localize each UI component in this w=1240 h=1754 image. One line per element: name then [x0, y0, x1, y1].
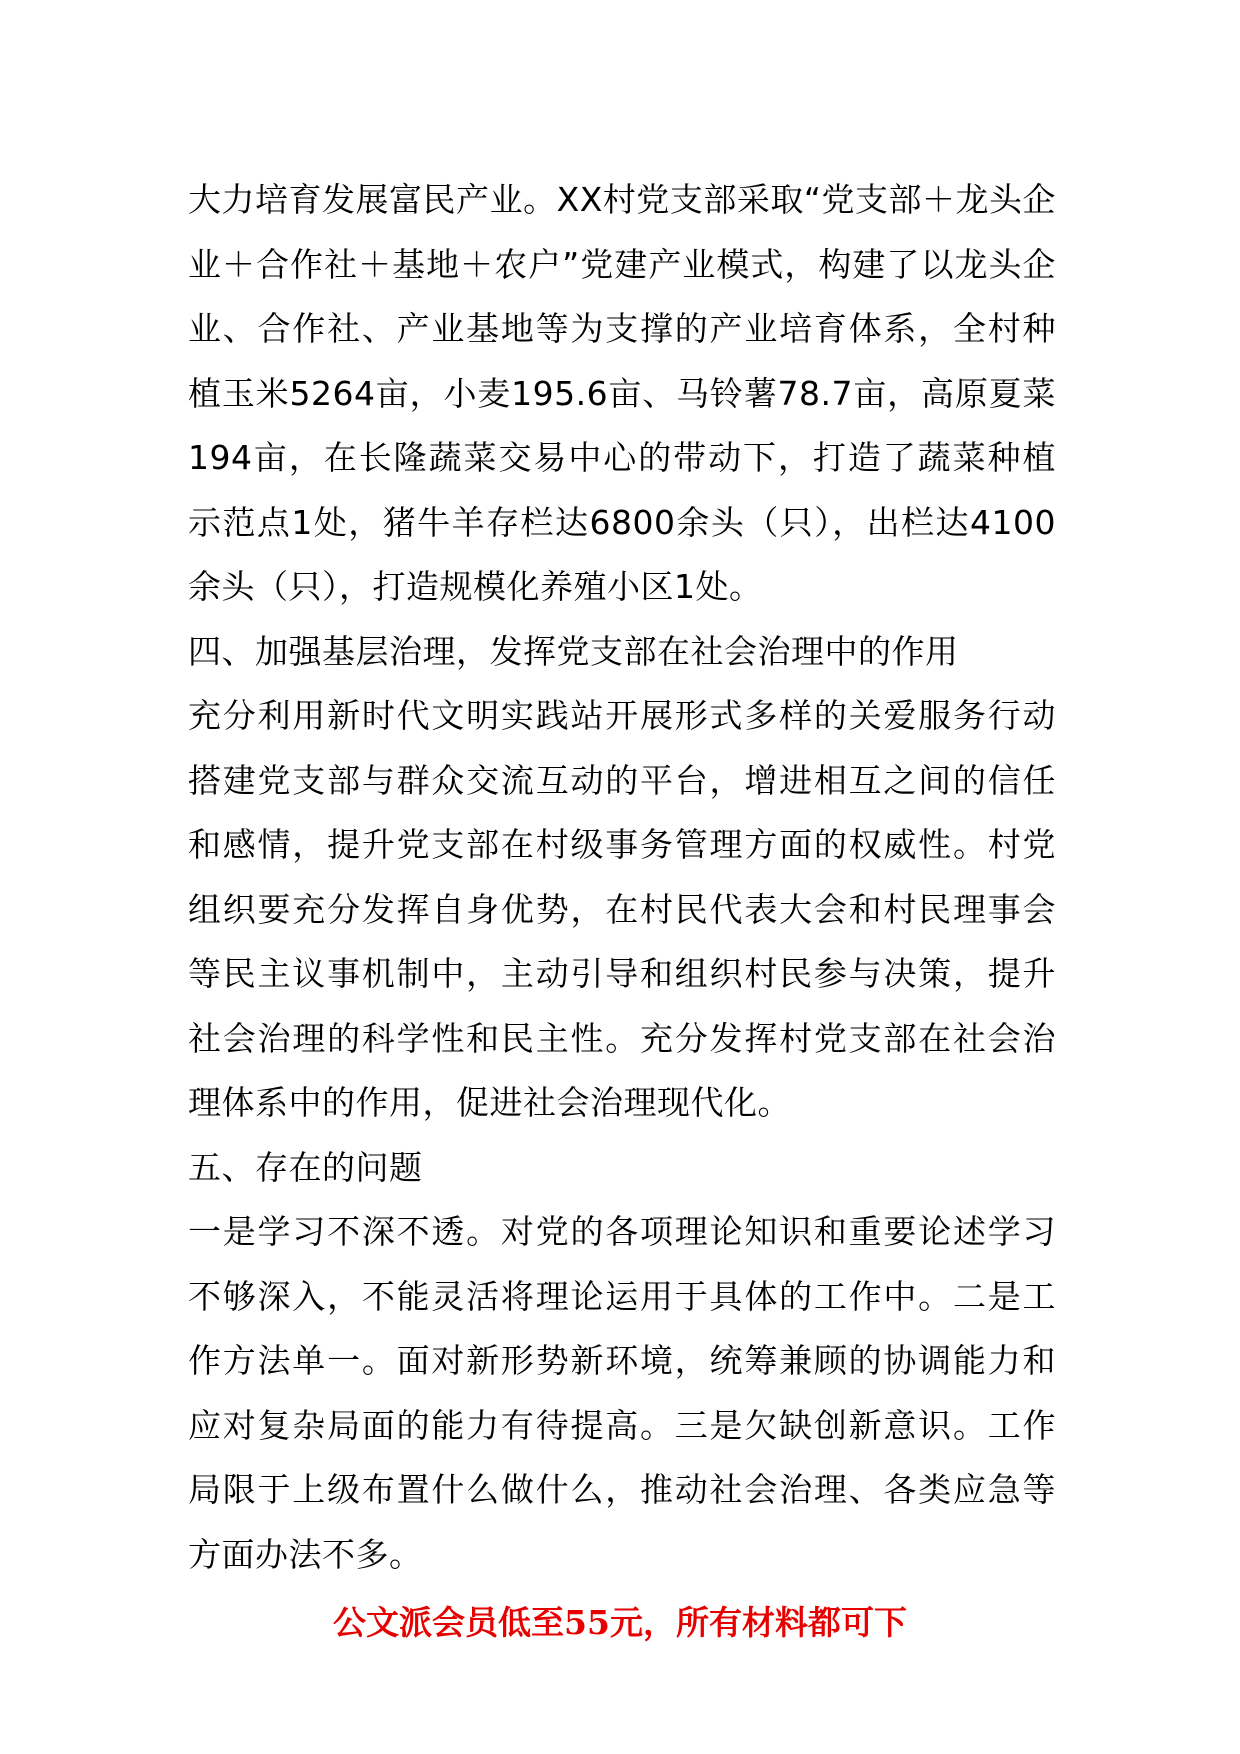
section-heading-problems: 五、存在的问题: [188, 1147, 423, 1187]
paragraph-industry: 大力培育发展富民产业。XX村党支部采取“党支部＋龙头企业＋合作社＋基地＋农户”党建产业模式，构建了以龙头企业、合作社、产业基地等为支撑的产业培育体系，全村种植玉米5264亩，小麦195.6亩、马铃薯78.7亩，高原夏菜194亩，在长隆蔬菜交易中心的带动下，打造了蔬菜种植示范点1处，猪牛羊存栏达6800余头（只），出栏达4100余头（只），打造规模化养殖小区1处。: [188, 180, 1056, 606]
paragraph-problems: 一是学习不深不透。对党的各项理论知识和重要论述学习不够深入，不能灵活将理论运用于具体的工作中。二是工作方法单一。面对新形势新环境，统筹兼顾的协调能力和应对复杂局面的能力有待提高。三是欠缺创新意识。工作局限于上级布置什么做什么，推动社会治理、各类应急等方面办法不多。: [188, 1212, 1056, 1574]
section-heading-governance: 四、加强基层治理，发挥党支部在社会治理中的作用: [188, 631, 959, 671]
paragraph-governance: 充分利用新时代文明实践站开展形式多样的关爱服务行动搭建党支部与群众交流互动的平台，增进相互之间的信任和感情，提升党支部在村级事务管理方面的权威性。村党组织要充分发挥自身优势，在村民代表大会和村民理事会等民主议事机制中，主动引导和组织村民参与决策，提升社会治理的科学性和民主性。充分发挥村党支部在社会治理体系中的作用，促进社会治理现代化。: [188, 696, 1056, 1122]
document-body: [188, 168, 1056, 1587]
membership-ad-banner: 公文派会员低至55元，所有材料都可下: [333, 1603, 907, 1642]
